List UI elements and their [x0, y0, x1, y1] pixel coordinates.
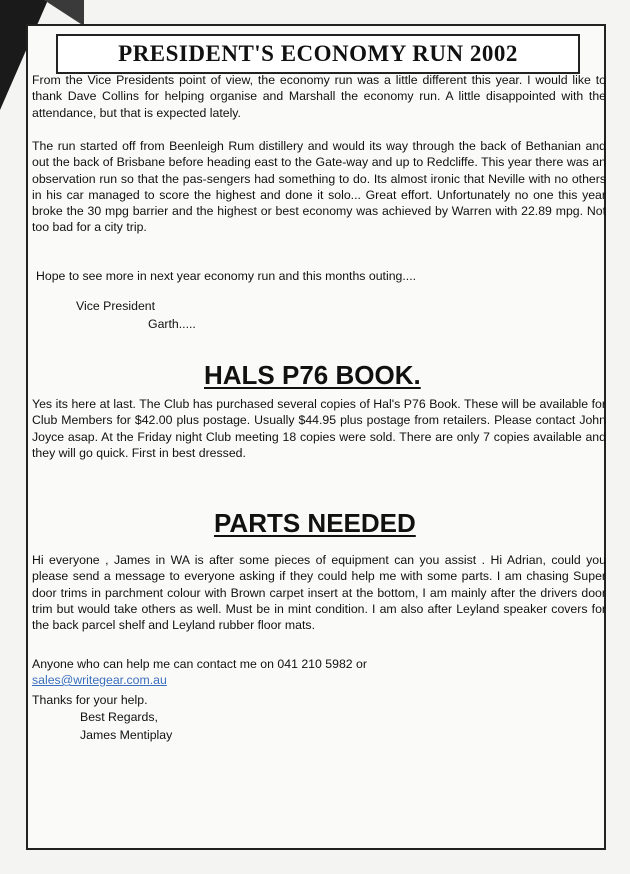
- parts-text: Hi everyone , James in WA is after some pieces of equipment can you assist . Hi Adrian, could you please send a message to everyone asking if they could help me with some parts. I am chasing Super door trims in parchment colour with Brown carpet insert at the bottom, I am mainly after the drivers door trim but would take others as well. Must be in mint condition. I am also after Leyland speaker covers for the back parcel shelf and Leyland rubber floor mats.: [32, 553, 606, 633]
- newsletter-page: [26, 24, 606, 850]
- economy-run-intro: From the Vice Presidents point of view, the economy run was a little different this year. I would like to thank Dave Collins for helping organise and Marshall the economy run. A little disappointed with the attendance, but that is expected lately.: [32, 73, 606, 120]
- sender-name: James Mentiplay: [80, 728, 173, 742]
- page-corner-fold: [44, 0, 84, 26]
- economy-run-report: The run started off from Beenleigh Rum distillery and would its way through the back of Bethanian and out the back of Brisbane before heading east to the Gate-way and up to Redcliffe. This year there was an observation run so that the pas-sengers had something to do. Its almost ironic that Neville with no others in his car managed to score the highest and done it solo... Great effort. Unfortunately no one this year broke the 30 mpg barrier and the highest or best economy was achieved by Warren with 22.89 mpg. Not too bad for a city trip.: [32, 139, 606, 235]
- parts-heading: PARTS NEEDED: [214, 508, 416, 538]
- book-text: Yes its here at last. The Club has purchased several copies of Hal's P76 Book. These will be available for Club Members for $42.00 plus postage. Usually $44.95 plus postage from retailers. Please contact John Joyce asap. At the Friday night Club meeting 18 copies were sold. There are only 7 copies available and they will go quick. First in best dressed.: [32, 397, 606, 460]
- signature-name: Garth.....: [148, 317, 196, 331]
- page-title: PRESIDENT'S ECONOMY RUN 2002: [56, 34, 580, 74]
- book-heading: HALS P76 BOOK.: [204, 360, 421, 390]
- email-link[interactable]: sales@writegear.com.au: [32, 673, 167, 687]
- signature-role: Vice President: [76, 299, 156, 313]
- parts-contact: Anyone who can help me can contact me on 041 210 5982 or: [32, 657, 367, 671]
- thanks-text: Thanks for your help.: [32, 693, 148, 707]
- economy-run-closing: Hope to see more in next year economy run and this months outing....: [36, 269, 417, 283]
- regards-text: Best Regards,: [80, 710, 158, 724]
